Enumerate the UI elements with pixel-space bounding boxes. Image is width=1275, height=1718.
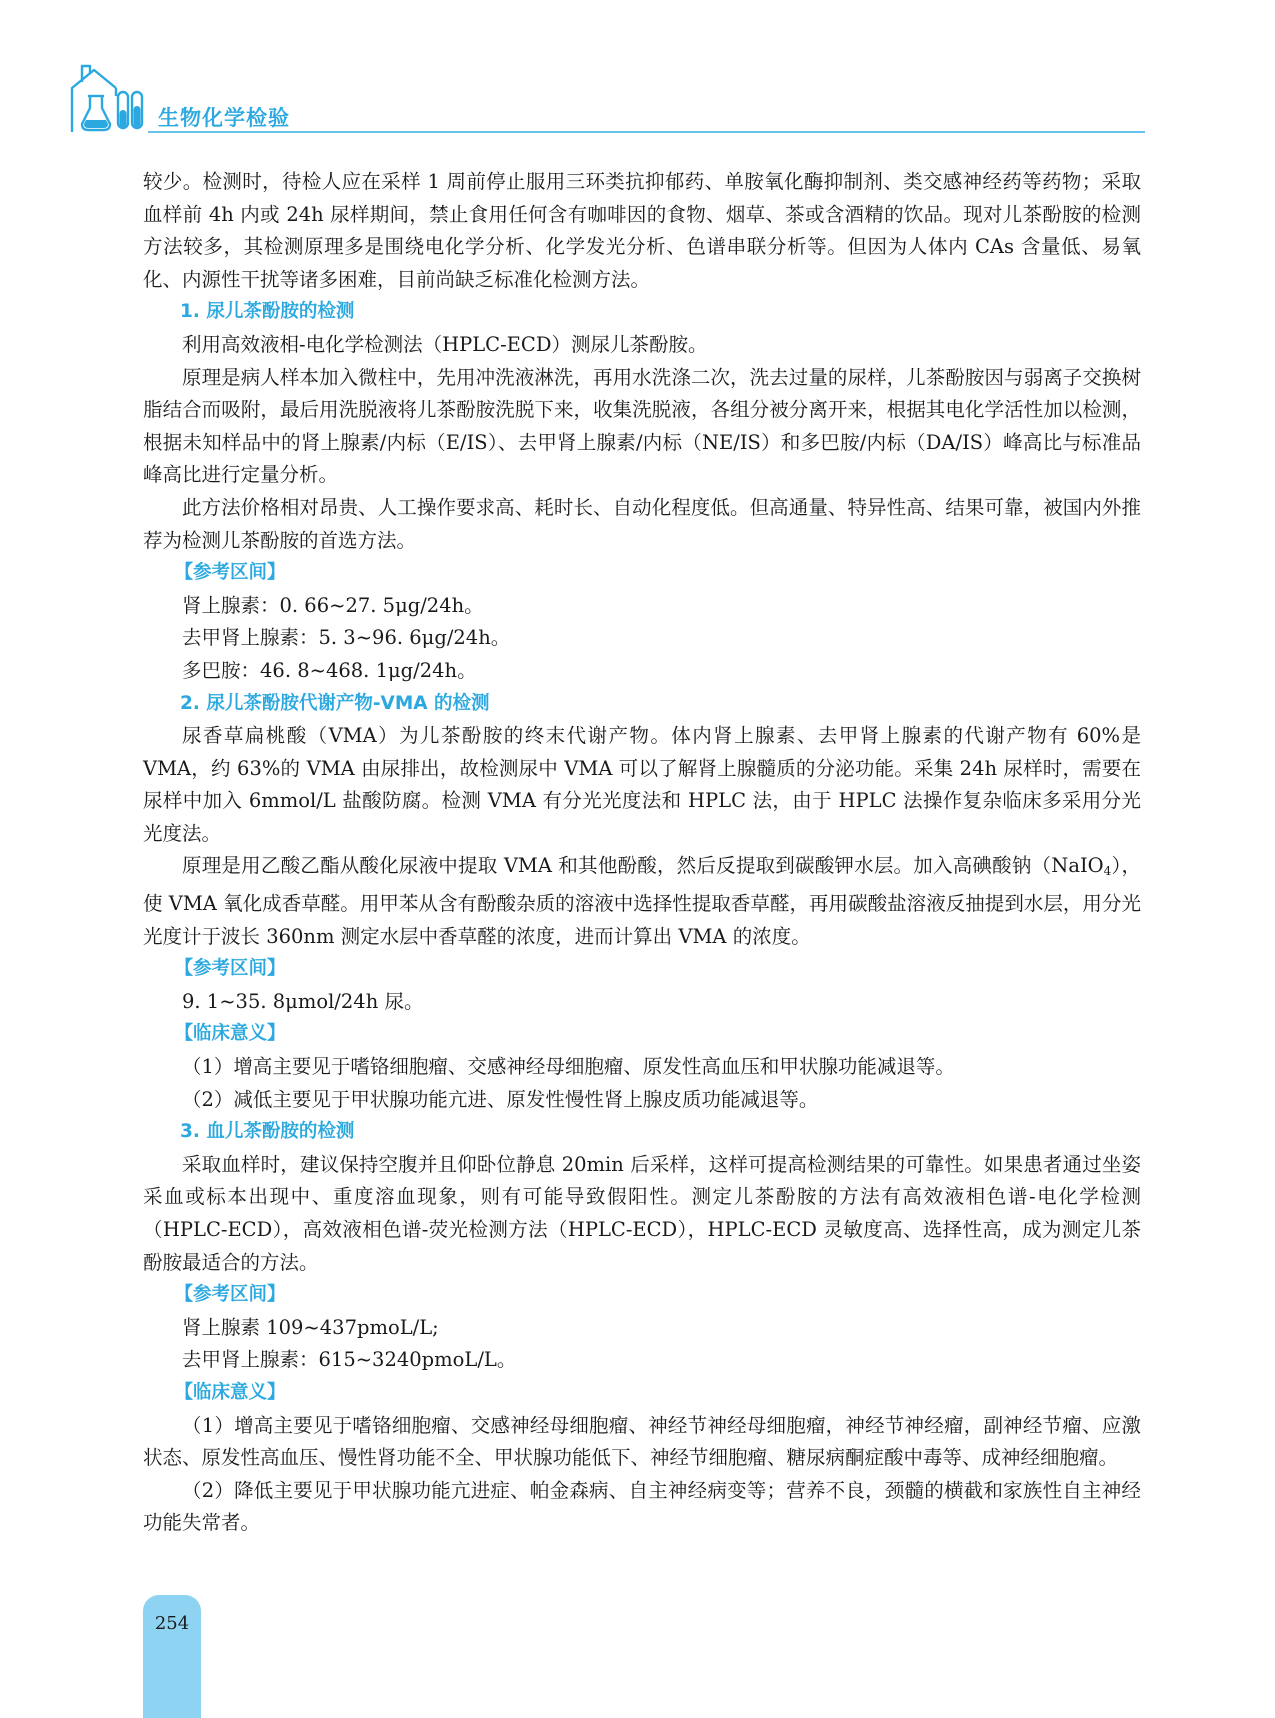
clinical-item: （2）降低主要见于甲状腺功能亢进症、帕金森病、自主神经病变等；营养不良，颈髓的横截和家族性自主神经功能失常者。	[143, 1478, 1141, 1535]
paragraph: 尿香草扁桃酸（VMA）为儿茶酚胺的终末代谢产物。体内肾上腺素、去甲肾上腺素的代谢产物有 60%是 VMA，约 63%的 VMA 由尿排出，故检测尿中 VMA 可以了解肾上腺髓质的分泌功能。采集 24h 尿样时，需要在尿样中加入 6mmol/L 盐酸防腐。检测 VMA 有分光光度法和 HPLC 法，由于 HPLC 法操作复杂临床多采用分光光度法。	[143, 724, 1141, 845]
paragraph: 此方法价格相对昂贵、人工操作要求高、耗时长、自动化程度低。但高通量、特异性高、结果可靠，被国内外推荐为检测儿茶酚胺的首选方法。	[143, 495, 1141, 552]
reference-range-label: 【参考区间】	[174, 1284, 286, 1306]
clinical-item: （2）减低主要见于甲状腺功能亢进、原发性慢性肾上腺皮质功能减退等。	[182, 1087, 819, 1111]
reference-item: 肾上腺素 109~437pmoL/L;	[182, 1315, 439, 1339]
clinical-significance-label: 【临床意义】	[174, 1023, 286, 1045]
paragraph: 原理是病人样本加入微柱中，先用冲洗液淋洗，再用水洗涤二次，洗去过量的尿样，儿茶酚胺因与弱离子交换树脂结合而吸附，最后用洗脱液将儿茶酚胺洗脱下来，收集洗脱液，各组分被分离开来，根据其电化学活性加以检测，根据未知样品中的肾上腺素/内标（E/IS）、去甲肾上腺素/内标（NE/IS）和多巴胺/内标（DA/IS）峰高比与标准品峰高比进行定量分析。	[143, 365, 1141, 487]
page-content	[143, 166, 1141, 1540]
reference-item: 去甲肾上腺素：5. 3~96. 6μg/24h。	[182, 626, 511, 650]
section-heading-2: 2. 尿儿茶酚胺代谢产物-VMA 的检测	[180, 692, 490, 714]
paragraph	[143, 850, 1141, 953]
page-header	[70, 62, 1145, 136]
paragraph: 利用高效液相-电化学检测法（HPLC-ECD）测尿儿茶酚胺。	[182, 332, 708, 356]
page-number: 254	[154, 1613, 190, 1634]
page-number-tab	[143, 1595, 201, 1718]
reference-item: 9. 1~35. 8μmol/24h 尿。	[182, 989, 424, 1013]
header-rule	[148, 131, 1145, 133]
lab-flask-logo-icon	[70, 62, 150, 136]
section-heading-3: 3. 血儿茶酚胺的检测	[180, 1121, 355, 1143]
reference-range-label: 【参考区间】	[174, 562, 286, 584]
clinical-item: （1）增高主要见于嗜铬细胞瘤、交感神经母细胞瘤、神经节神经母细胞瘤，神经节神经瘤，副神经节瘤、应激状态、原发性高血压、慢性肾功能不全、甲状腺功能低下、神经节细胞瘤、糖尿病酮症酸中毒等、成神经细胞瘤。	[143, 1413, 1141, 1470]
reference-item: 肾上腺素：0. 66~27. 5μg/24h。	[182, 593, 484, 617]
reference-item: 去甲肾上腺素：615~3240pmoL/L。	[182, 1348, 517, 1372]
section-heading-1: 1. 尿儿茶酚胺的检测	[180, 301, 355, 323]
reference-item: 多巴胺：46. 8~468. 1μg/24h。	[182, 658, 477, 682]
paragraph-text: ），使 VMA 氧化成香草醛。用甲苯从含有酚酸杂质的溶液中选择性提取香草醛，再用碳酸盐溶液反抽提到水层，用分光光度计于波长 360nm 测定水层中香草醛的浓度，进而计算出 VMA 的浓度。	[143, 854, 1141, 948]
subscript: 4	[1103, 864, 1112, 879]
reference-range-label: 【参考区间】	[174, 958, 286, 980]
header-title: 生物化学检验	[158, 106, 290, 130]
paragraph: 采取血样时，建议保持空腹并且仰卧位静息 20min 后采样，这样可提高检测结果的可靠性。如果患者通过坐姿采血或标本出现中、重度溶血现象，则有可能导致假阳性。测定儿茶酚胺的方法有高效液相色谱-电化学检测（HPLC-ECD），高效液相色谱-荧光检测方法（HPLC-ECD），HPLC-ECD 灵敏度高、选择性高，成为测定儿茶酚胺最适合的方法。	[143, 1152, 1141, 1274]
paragraph-text: 原理是用乙酸乙酯从酸化尿液中提取 VMA 和其他酚酸，然后反提取到碳酸钾水层。加入高碘酸钠（NaIO	[182, 854, 1104, 878]
clinical-item: （1）增高主要见于嗜铬细胞瘤、交感神经母细胞瘤、原发性高血压和甲状腺功能减退等。	[182, 1055, 955, 1079]
paragraph: 较少。检测时，待检人应在采样 1 周前停止服用三环类抗抑郁药、单胺氧化酶抑制剂、类交感神经药等药物；采取血样前 4h 内或 24h 尿样期间，禁止食用任何含有咖啡因的食物、烟草、茶或含酒精的饮品。现对儿茶酚胺的检测方法较多，其检测原理多是围绕电化学分析、化学发光分析、色谱串联分析等。但因为人体内 CAs 含量低、易氧化、内源性干扰等诸多困难，目前尚缺乏标准化检测方法。	[143, 170, 1141, 291]
clinical-significance-label: 【临床意义】	[174, 1381, 286, 1403]
